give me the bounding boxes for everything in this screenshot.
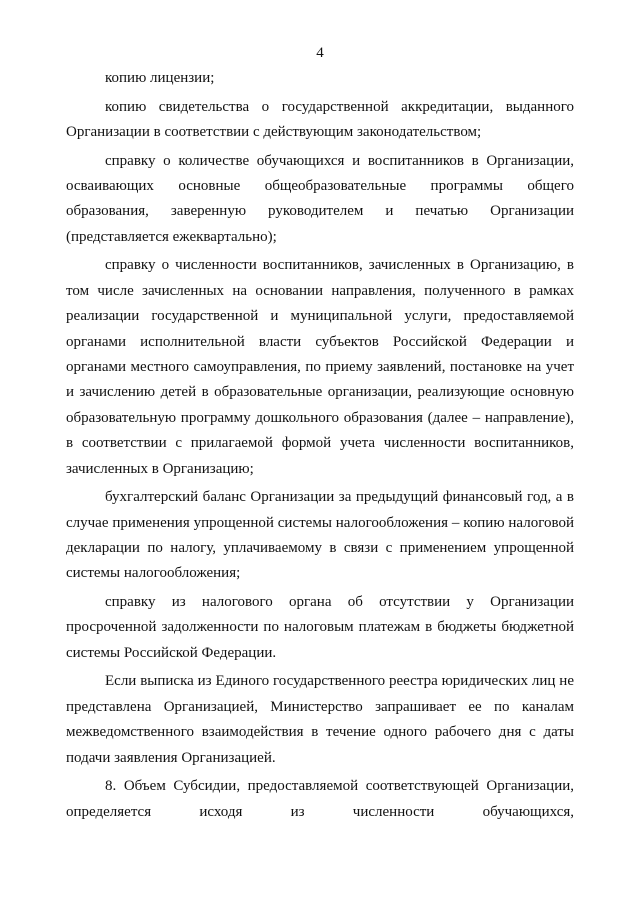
page-number: 4 [316, 45, 324, 61]
paragraph-subsidy-amount: 8. Объем Субсидии, предоставляемой соответствующей Организации, определяется исходя из численности обучающихся, [66, 778, 574, 820]
paragraph-accounting-balance: бухгалтерский баланс Организации за предыдущий финансовый год, а в случае применения упрощенной системы налогообложения – копию налоговой декларации по налогу, уплачиваемому в связи с применением упрощенной системы налогообложения; [66, 489, 574, 582]
paragraph-students-count-certificate: справку о количестве обучающихся и воспитанников в Организации, осваивающих основные общеобразовательные программы общего образования, заверенную руководителем и печатью Организации (представляется ежеквартально); [66, 152, 574, 245]
paragraph-pupils-enrolled-certificate: справку о численности воспитанников, зачисленных в Организацию, в том числе зачисленных на основании направления, полученного в рамках реализации государственной и муниципальной услуги, предоставляемой органами исполнительной власти субъектов Российской Федерации и органами местного самоуправления, по приему заявлений, постановке на учет и зачислению детей в образовательные организации, реализующие основную образовательную программу дошкольного образования (далее – направление), в соответствии с прилагаемой формой учета численности воспитанников, зачисленных в Организацию; [66, 257, 574, 477]
paragraph-accreditation-certificate: копию свидетельства о государственной аккредитации, выданного Организации в соответствии с действующим законодательством; [66, 98, 574, 140]
paragraph-license-copy: копию лицензии; [105, 70, 215, 86]
document-body [66, 66, 574, 828]
paragraph-egrul-extract: Если выписка из Единого государственного реестра юридических лиц не представлена Организацией, Министерство запрашивает ее по каналам межведомственного взаимодействия в течение одного рабочего дня с даты подачи заявления Организацией. [66, 673, 574, 766]
paragraph-tax-authority-certificate: справку из налогового органа об отсутствии у Организации просроченной задолженности по налоговым платежам в бюджеты бюджетной системы Российской Федерации. [66, 594, 574, 661]
